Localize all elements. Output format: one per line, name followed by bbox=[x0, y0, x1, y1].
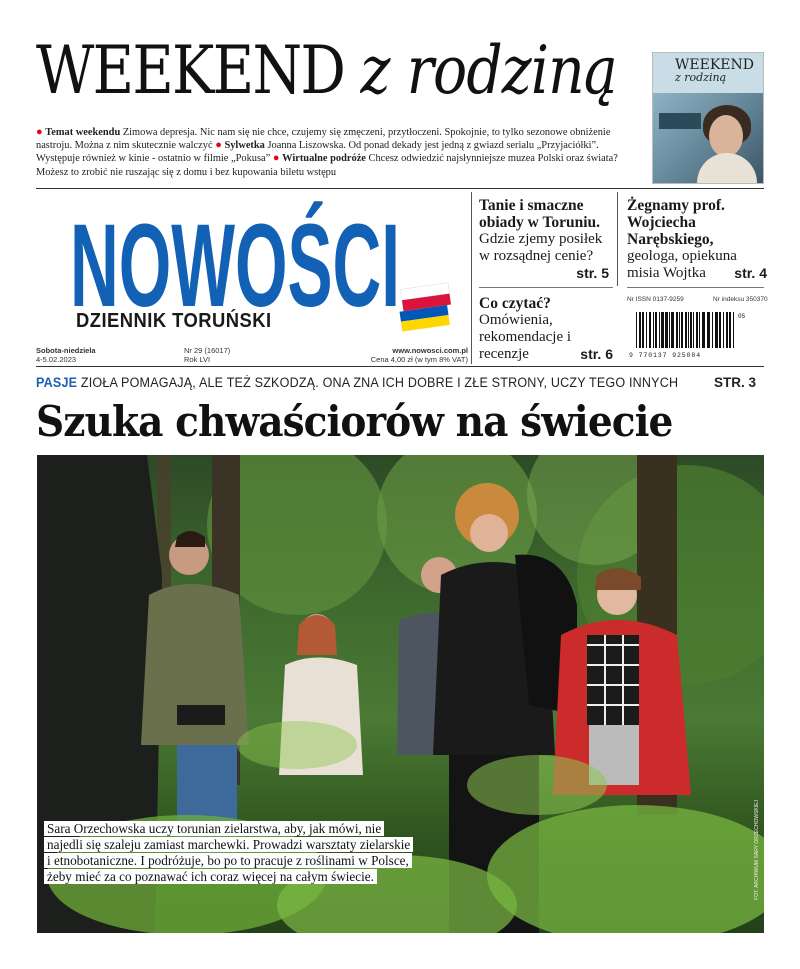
weekend-cover-thumbnail[interactable] bbox=[652, 52, 764, 184]
teaser-co-czytac[interactable] bbox=[479, 295, 613, 363]
teaser-body: Gdzie zjemy posiłek w rozsądnej cenie? bbox=[479, 231, 603, 264]
divider bbox=[36, 366, 764, 367]
teaser-page: str. 6 bbox=[580, 346, 613, 362]
pl-ua-flags-icon bbox=[395, 280, 457, 332]
teaser-page: str. 4 bbox=[734, 265, 767, 281]
bullet-icon: ● bbox=[36, 126, 43, 138]
teaser-text: Joanna Liszowska. Od ponad dekady jest jedną z gwiazd serialu „Przyjaciółki”. Występuje również w kinie - ostatnio w filmie „Pokusa” bbox=[36, 140, 599, 165]
teaser-label: Wirtualne podróże bbox=[282, 153, 366, 165]
thumbnail-title-script: z rodziną bbox=[675, 71, 727, 84]
lead-page: STR. 3 bbox=[713, 375, 756, 390]
teaser-head: Żegnamy prof. Wojciecha Narębskiego, bbox=[627, 197, 725, 248]
thumbnail-title-main: WEEKEND bbox=[675, 57, 754, 73]
price-value: Cena 4,00 zł (w tym 8% VAT) bbox=[370, 355, 468, 364]
divider bbox=[627, 287, 764, 288]
edition-date bbox=[36, 346, 96, 364]
divider bbox=[479, 287, 613, 288]
photo-caption bbox=[44, 821, 414, 885]
teaser-narebski[interactable] bbox=[627, 197, 767, 282]
teaser-text: Zimowa depresja. Nic nam się nie chce, czujemy się zmęczeni, przytłoczeni. Spokojnie, to tylko sezonowe obniżenie nastroju. Można z nim skutecznie walczyć bbox=[36, 127, 611, 152]
caption-text: Sara Orzechowska uczy torunian zielarstwa, aby, jak mówi, nie najedli się szaleju zamiast marchewki. Prowadzi warsztaty zielarskie i etnobotaniczne. I podróżuje, bo po to pracuje z roślinami w Polsce, żeby mieć za co poznawać ich coraz więcej na całym świecie. bbox=[44, 821, 413, 884]
teaser-body: Omówienia, rekomendacje i recenzje bbox=[479, 312, 572, 362]
thumbnail-title bbox=[675, 59, 754, 84]
photo-credit: FOT. ARCHIWUM SARY ORZECHOWSKIEJ bbox=[754, 800, 760, 900]
website-link[interactable]: www.nowosci.com.pl bbox=[392, 346, 468, 355]
edition-date-value: 4-5.02.2023 bbox=[36, 355, 77, 364]
kicker-text: ZIOŁA POMAGAJĄ, ALE TEŻ SZKODZĄ. ONA ZNA ICH DOBRE I ZŁE STRONY, UCZY TEGO INNYCH bbox=[80, 375, 679, 390]
lead-kicker bbox=[36, 375, 678, 390]
teaser-head: Co czytać? bbox=[479, 295, 551, 312]
section-label[interactable]: PASJE bbox=[36, 375, 78, 390]
divider bbox=[36, 188, 764, 189]
issue-number bbox=[184, 346, 230, 364]
barcode-digits: 9 770137 925084 bbox=[629, 352, 702, 359]
teaser-text: Chcesz odwiedzić najsłynniejsze muzea Polski oraz świata? Możesz to zrobić nie ruszając się z domu i bez kupowania biletu wstępu bbox=[36, 153, 618, 178]
divider bbox=[471, 192, 472, 364]
issn-number: Nr ISSN 0137-9259 bbox=[627, 296, 684, 303]
weekend-title-script: z rodziną bbox=[360, 32, 617, 109]
price-info bbox=[348, 346, 468, 364]
logo-text: NOWOŚCI bbox=[70, 200, 400, 310]
bullet-icon: ● bbox=[272, 152, 280, 165]
lead-headline[interactable]: Szuka chwaściorów na świecie bbox=[36, 397, 673, 446]
weekend-title-main: WEEKEND bbox=[36, 32, 345, 109]
barcode-icon bbox=[634, 312, 754, 350]
weekend-teaser[interactable] bbox=[36, 126, 628, 179]
teaser-page: str. 5 bbox=[576, 265, 609, 281]
teaser-label: Sylwetka bbox=[224, 140, 265, 152]
logo-subtitle: DZIENNIK TORUŃSKI bbox=[76, 310, 272, 332]
weekend-title bbox=[36, 32, 617, 109]
indeks-number: Nr indeksu 350370 bbox=[713, 296, 768, 303]
bullet-icon: ● bbox=[215, 139, 222, 152]
teaser-head: Tanie i smaczne obiady w Toruniu. bbox=[479, 197, 601, 231]
edition-day: Sobota-niedziela bbox=[36, 346, 96, 355]
teaser-obiady[interactable] bbox=[479, 197, 609, 282]
barcode-addon: 05 bbox=[738, 313, 746, 320]
nowosci-logo[interactable] bbox=[70, 198, 410, 310]
teaser-label: Temat weekendu bbox=[45, 127, 121, 138]
divider bbox=[617, 192, 618, 286]
issue-year: Rok LVI bbox=[184, 355, 211, 364]
issue-value: Nr 29 (16017) bbox=[184, 346, 231, 355]
teaser-body: geologa, opiekuna misia Wojtka bbox=[627, 248, 737, 281]
